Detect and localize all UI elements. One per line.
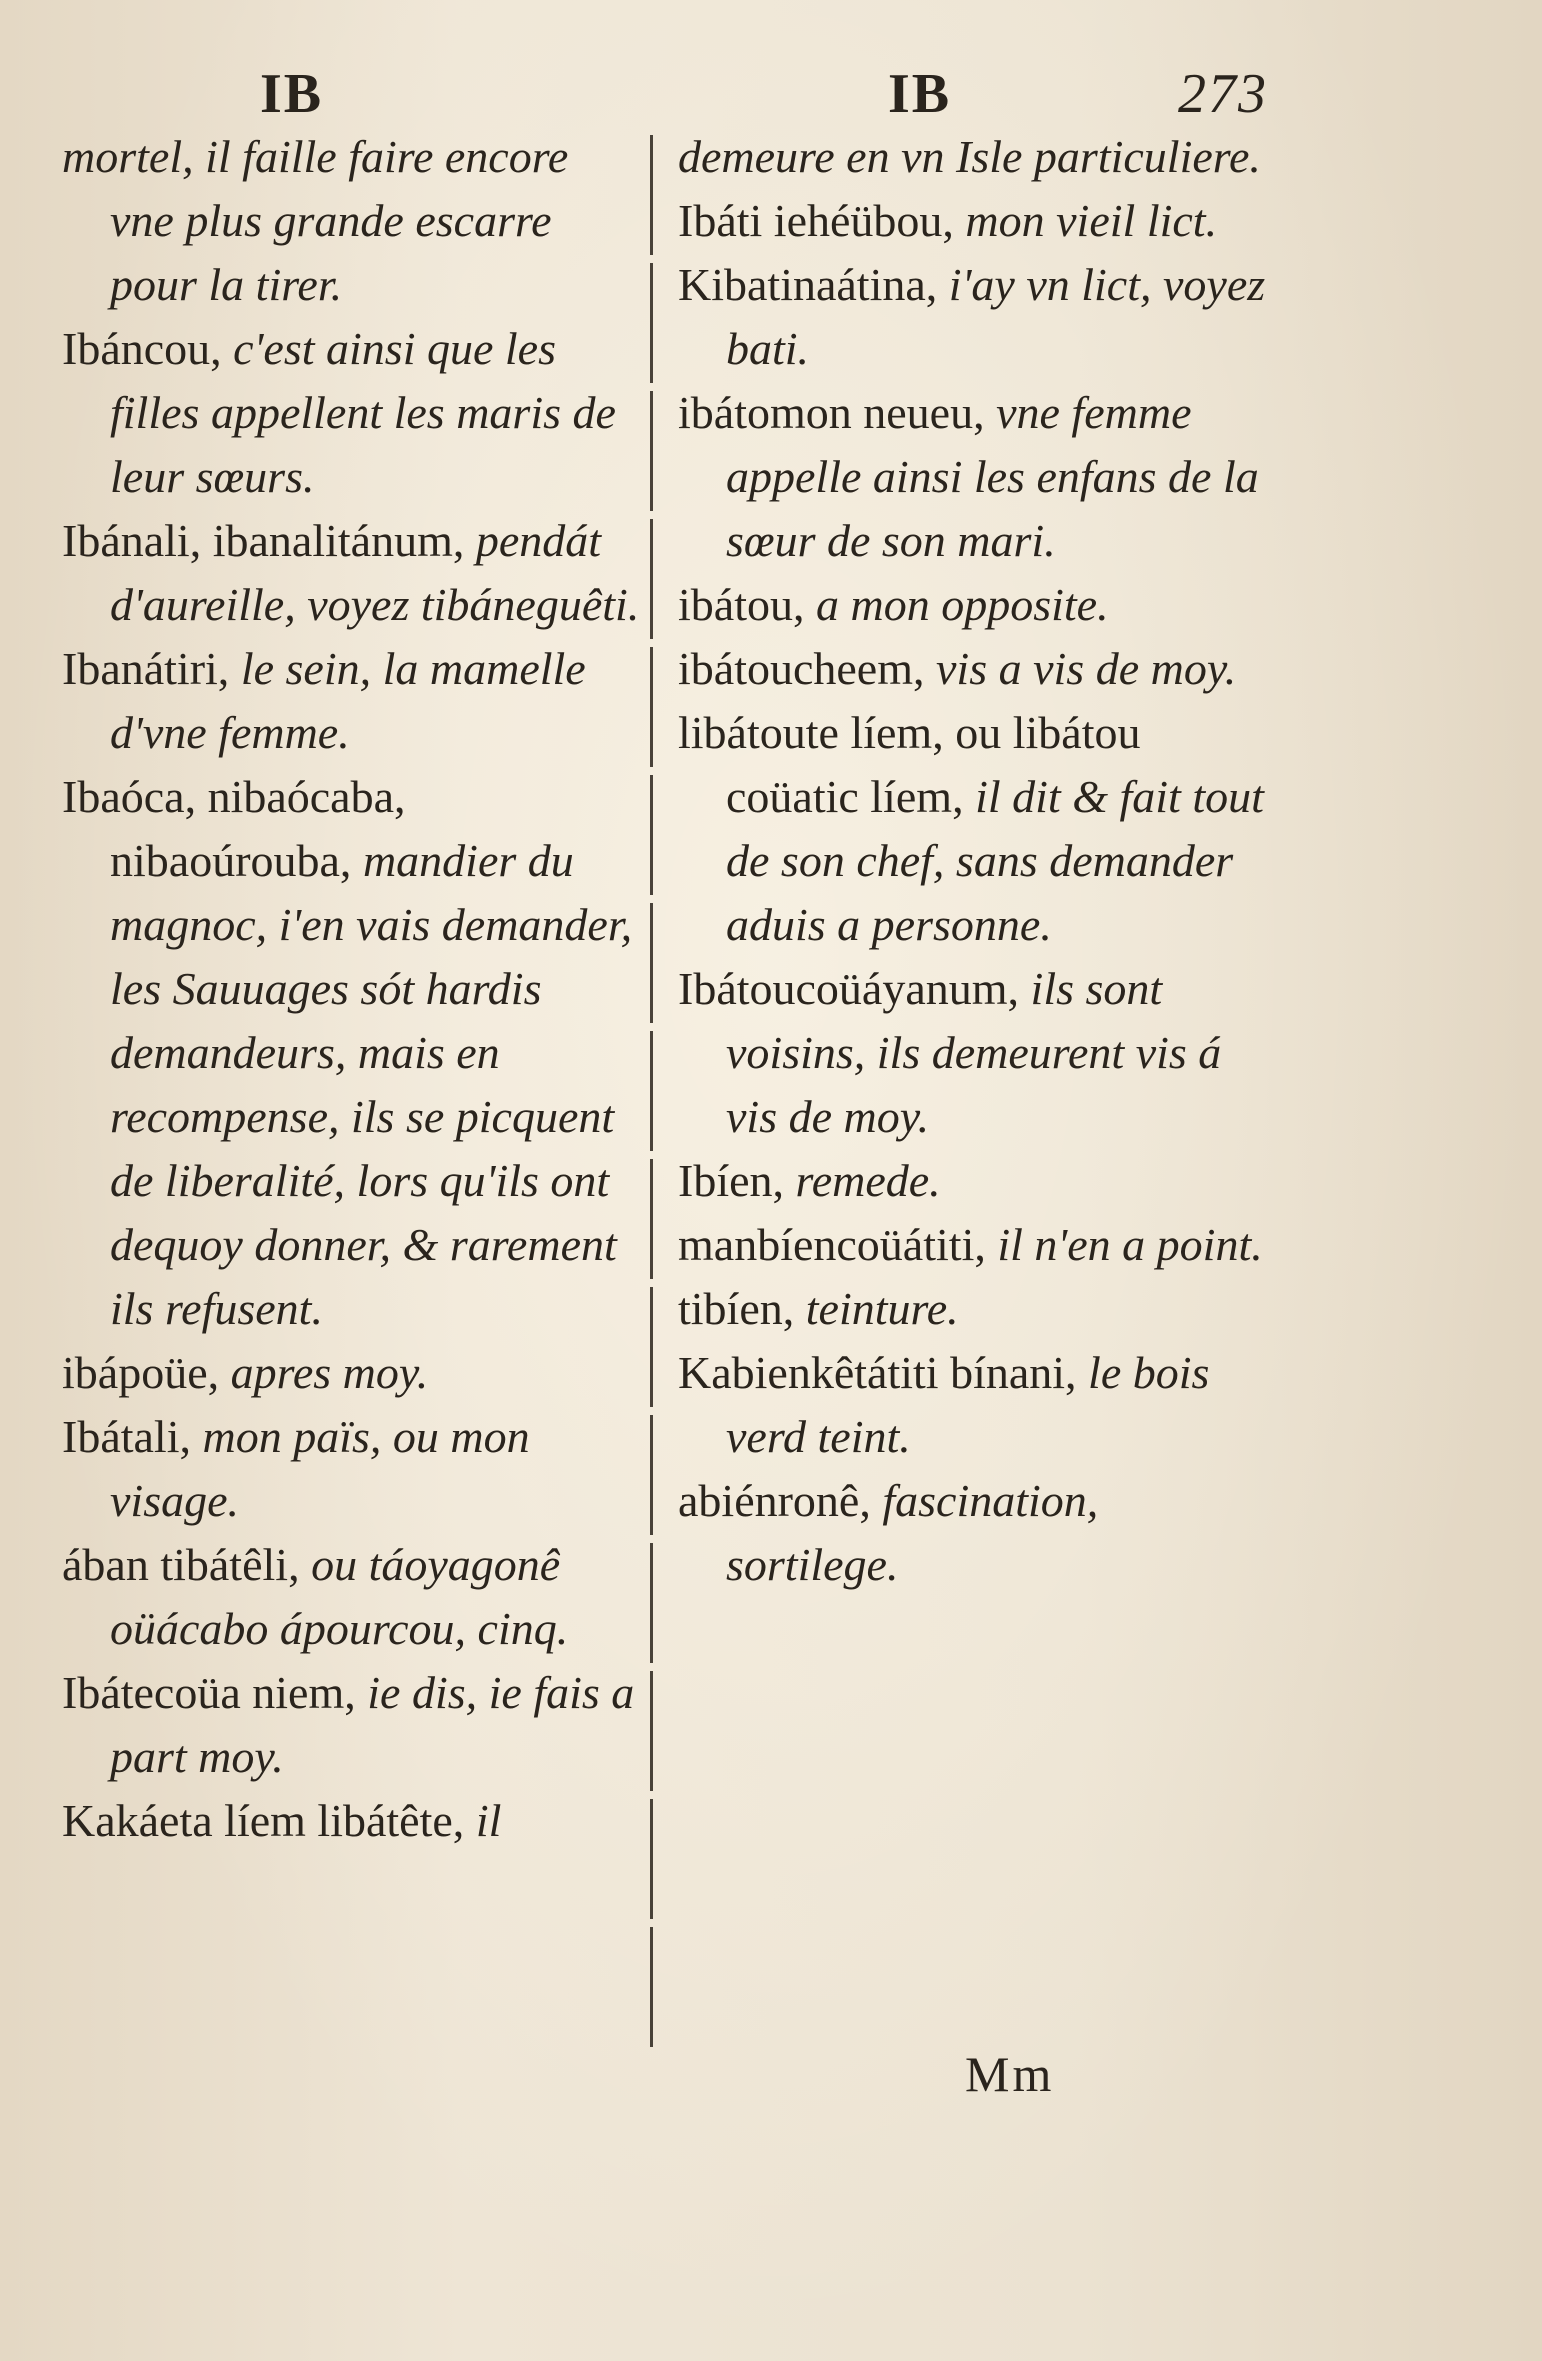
dictionary-entry xyxy=(678,957,1268,1149)
entry-definition: a mon opposite. xyxy=(815,579,1109,630)
entry-headword: Ibáncou, xyxy=(62,323,222,374)
entry-headword: manbíencoüátiti, xyxy=(678,1219,986,1270)
entry-definition: il n'en a point. xyxy=(997,1219,1263,1270)
dictionary-entry xyxy=(678,1469,1268,1597)
dictionary-entry xyxy=(678,189,1268,253)
page-number: 273 xyxy=(1178,63,1268,125)
entry-definition: il dit & fait tout de son chef, sans demander aduis a personne. xyxy=(726,771,1264,950)
entry-definition: i'ay vn lict, voyez bati. xyxy=(726,259,1266,374)
dictionary-entry xyxy=(678,1149,1268,1213)
entry-headword: Ibátoucoüáyanum, xyxy=(678,963,1020,1014)
entry-definition: mortel, il faille faire encore vne plus grande escarre pour la tirer. xyxy=(62,131,569,310)
dictionary-entry xyxy=(678,1277,1268,1341)
dictionary-entry xyxy=(678,1341,1268,1469)
entry-definition: mon païs, ou mon visage. xyxy=(110,1411,530,1526)
dictionary-entry xyxy=(678,1213,1268,1277)
dictionary-entry xyxy=(62,1661,642,1789)
entry-definition: le sein, la mamelle d'vne femme. xyxy=(110,643,586,758)
dictionary-entry xyxy=(62,317,642,509)
entry-headword: Ibánali, ibanalitánum, xyxy=(62,515,465,566)
entry-definition: fascination, sortilege. xyxy=(726,1475,1099,1590)
entry-headword: Kabienkêtátiti bínani, xyxy=(678,1347,1077,1398)
entry-definition: ou táoyagonê oüácabo ápourcou, cinq. xyxy=(110,1539,569,1654)
entry-definition: demeure en vn Isle particuliere. xyxy=(678,131,1261,182)
dictionary-entry xyxy=(62,1533,642,1661)
dictionary-entry xyxy=(62,509,642,637)
dictionary-entry xyxy=(62,1789,642,1853)
dictionary-entry xyxy=(62,125,642,317)
left-column xyxy=(62,125,642,1853)
dictionary-entry xyxy=(678,253,1268,381)
dictionary-entry xyxy=(678,701,1268,957)
dictionary-entry xyxy=(62,637,642,765)
entry-definition: ils sont voisins, ils demeurent vis á vis de moy. xyxy=(726,963,1222,1142)
entry-definition: mon vieil lict. xyxy=(965,195,1218,246)
entry-headword: ibátoucheem, xyxy=(678,643,925,694)
entry-definition: le bois verd teint. xyxy=(726,1347,1210,1462)
dictionary-entry xyxy=(62,1405,642,1533)
entry-headword: ibátomon neueu, xyxy=(678,387,985,438)
entry-headword: Ibanátiri, xyxy=(62,643,230,694)
entry-definition: vis a vis de moy. xyxy=(936,643,1237,694)
left-running-head: IB xyxy=(260,63,324,125)
entry-headword: ibápoüe, xyxy=(62,1347,220,1398)
dictionary-entry xyxy=(62,1341,642,1405)
entry-headword: Ibíen, xyxy=(678,1155,785,1206)
entry-headword: tibíen, xyxy=(678,1283,795,1334)
entry-headword: Ibátecoüa niem, xyxy=(62,1667,356,1718)
entry-headword: ibátou, xyxy=(678,579,805,630)
signature-mark: Mm xyxy=(965,2046,1055,2102)
right-column xyxy=(678,125,1268,1597)
dictionary-entry xyxy=(678,573,1268,637)
entry-headword: Kibatinaátina, xyxy=(678,259,938,310)
entry-definition: il xyxy=(475,1795,502,1846)
entry-headword: Ibaóca, nibaócaba, nibaoúrouba, xyxy=(62,771,406,886)
dictionary-entry xyxy=(678,637,1268,701)
entry-headword: libátoute líem, ou libátou coüatic líem, xyxy=(678,707,1141,822)
right-running-head: IB xyxy=(888,63,952,125)
entry-headword: ában tibátêli, xyxy=(62,1539,300,1590)
entry-headword: Ibáti iehéübou, xyxy=(678,195,954,246)
entry-headword: Ibátali, xyxy=(62,1411,191,1462)
column-divider xyxy=(650,135,653,2055)
entry-headword: Kakáeta líem libátête, xyxy=(62,1795,465,1846)
entry-definition: c'est ainsi que les filles appellent les maris de leur sœurs. xyxy=(110,323,616,502)
entry-definition: teinture. xyxy=(805,1283,959,1334)
entry-definition: pendát d'aureille, voyez tibáneguêti. xyxy=(110,515,640,630)
dictionary-entry xyxy=(62,765,642,1341)
dictionary-entry xyxy=(678,381,1268,573)
entry-headword: abiénronê, xyxy=(678,1475,871,1526)
dictionary-entry xyxy=(678,125,1268,189)
entry-definition: vne femme appelle ainsi les enfans de la sœur de son mari. xyxy=(726,387,1259,566)
entry-definition: mandier du magnoc, i'en vais demander, les Sauuages sót hardis demandeurs, mais en recompense, ils se picquent de liberalité, lors qu'ils ont dequoy donner, & rarement ils refusent. xyxy=(110,835,633,1334)
entry-definition: remede. xyxy=(795,1155,941,1206)
entry-definition: apres moy. xyxy=(230,1347,429,1398)
entry-definition: ie dis, ie fais a part moy. xyxy=(110,1667,635,1782)
